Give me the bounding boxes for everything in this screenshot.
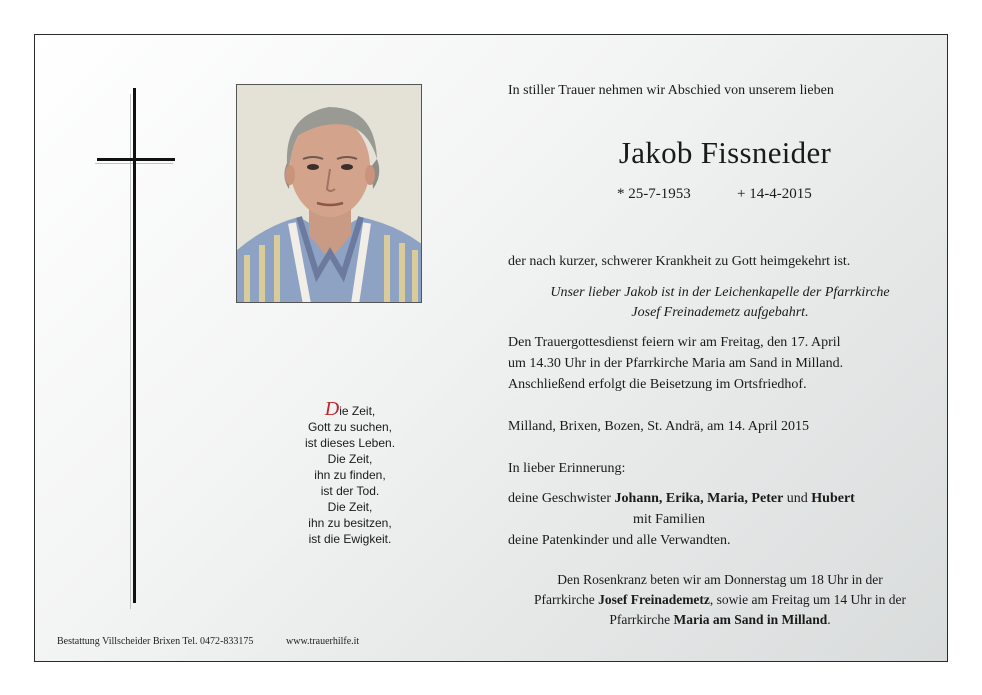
laid-out-line-1: Unser lieber Jakob ist in der Leichenkapelle der Pfarrkirche xyxy=(550,285,890,300)
rosary-l2-church: Josef Freinademetz xyxy=(598,592,710,607)
portrait-photo xyxy=(236,84,422,303)
rosary-line-1: Den Rosenkranz beten wir am Donnerstag um 18 Uhr in der xyxy=(557,572,883,587)
death-date: + 14-4-2015 xyxy=(737,186,812,202)
service-line-3: Anschließend erfolgt die Beisetzung im Ortsfriedhof. xyxy=(508,377,807,392)
rosary-l3-pre: Pfarrkirche xyxy=(609,612,674,627)
cross-icon-vertical-beam xyxy=(133,88,136,603)
footer-website: www.trauerhilfe.it xyxy=(286,636,360,647)
siblings-names: Johann, Erika, Maria, Peter xyxy=(614,491,784,506)
siblings-families: mit Familien xyxy=(633,512,705,527)
rosary-l3-post: . xyxy=(827,612,831,627)
rosary-line-3 xyxy=(500,609,940,630)
footer-company: Bestattung Villscheider Brixen Tel. 0472-833175 xyxy=(57,636,254,647)
portrait-illustration xyxy=(237,85,422,303)
poem-line: ist der Tod. xyxy=(320,484,380,498)
cross-shadow-vertical xyxy=(130,94,131,609)
poem-line: Die Zeit, xyxy=(327,500,373,514)
cross-icon-horizontal-beam xyxy=(97,158,175,161)
siblings-last-name: Hubert xyxy=(811,491,855,506)
siblings-line xyxy=(508,488,855,509)
rosary-line-2 xyxy=(500,589,940,610)
poem-line: ist die Ewigkeit. xyxy=(308,532,392,546)
poem-line: Gott zu suchen, xyxy=(307,420,393,434)
poem-line: ist dieses Leben. xyxy=(304,436,396,450)
poem-first-rest: ie Zeit, xyxy=(339,404,376,418)
heimgekehrt-line: der nach kurzer, schwerer Krankheit zu Gott heimgekehrt ist. xyxy=(508,254,851,269)
deceased-name: Jakob Fissneider xyxy=(618,135,832,170)
service-line-1: Den Trauergottesdienst feiern wir am Freitag, den 17. April xyxy=(508,335,841,350)
rosary-l2-pre: Pfarrkirche xyxy=(533,592,599,607)
poem-line: ihn zu besitzen, xyxy=(308,516,392,530)
siblings-und: und xyxy=(783,491,812,506)
poem-line: Die Zeit, xyxy=(327,452,373,466)
poem-initial: D xyxy=(324,398,340,420)
memory-intro: In lieber Erinnerung: xyxy=(508,461,626,476)
rosary-l2-post: , sowie am Freitag um 14 Uhr in der xyxy=(709,592,907,607)
poem-line: ihn zu finden, xyxy=(314,468,386,482)
siblings-prefix: deine Geschwister xyxy=(508,491,615,506)
service-line-2: um 14.30 Uhr in der Pfarrkirche Maria am Sand in Milland. xyxy=(508,356,844,371)
godchildren-line: deine Patenkinder und alle Verwandten. xyxy=(508,533,731,548)
rosary-l3-church: Maria am Sand in Milland xyxy=(673,612,828,627)
header-line: In stiller Trauer nehmen wir Abschied von unserem lieben xyxy=(508,83,834,98)
birth-date: * 25-7-1953 xyxy=(617,186,691,202)
poem xyxy=(270,398,430,547)
place-date: Milland, Brixen, Bozen, St. Andrä, am 14. April 2015 xyxy=(508,419,809,434)
poem-line-first xyxy=(270,398,430,420)
laid-out-line-2: Josef Freinademetz aufgebahrt. xyxy=(631,305,809,320)
